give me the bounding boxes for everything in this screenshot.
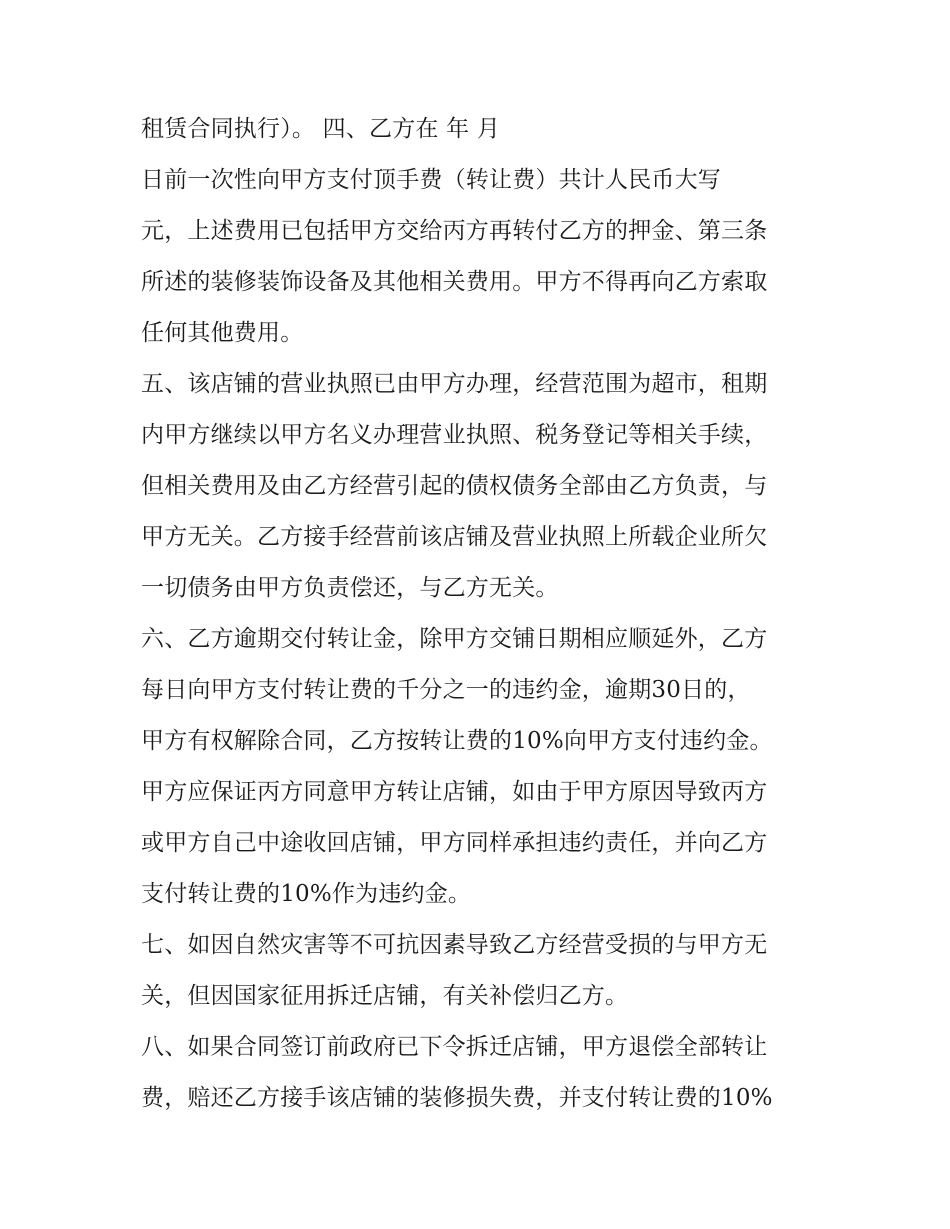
text-line: 租赁合同执行）。 四、乙方在 年 月 (141, 116, 501, 142)
text-line: 内甲方继续以甲方名义办理营业执照、税务登记等相关手续， (141, 422, 768, 448)
text-line: 所述的装修装饰设备及其他相关费用。甲方不得再向乙方索取 (141, 269, 768, 295)
text-line: 八、如果合同签订前政府已下令拆迁店铺，甲方退偿全部转让 (141, 1034, 768, 1060)
text-line: 任何其他费用。 (141, 320, 304, 346)
text-line: 每日向甲方支付转让费的千分之一的违约金，逾期30日的， (141, 677, 751, 703)
text-line: 费，赔还乙方接手该店铺的装修损失费，并支付转让费的10% (141, 1085, 773, 1111)
text-line: 关，但因国家征用拆迁店铺，有关补偿归乙方。 (141, 983, 629, 1009)
text-line: 或甲方自己中途收回店铺，甲方同样承担违约责任，并向乙方 (141, 830, 768, 856)
text-line: 元，上述费用已包括甲方交给丙方再转付乙方的押金、第三条 (141, 218, 768, 244)
text-line: 但相关费用及由乙方经营引起的债权债务全部由乙方负责，与 (141, 473, 768, 499)
text-line: 甲方有权解除合同，乙方按转让费的10%向甲方支付违约金。 (141, 728, 773, 754)
text-line: 支付转让费的10%作为违约金。 (141, 881, 472, 907)
text-line: 甲方应保证丙方同意甲方转让店铺，如由于甲方原因导致丙方 (141, 779, 768, 805)
text-line: 五、该店铺的营业执照已由甲方办理，经营范围为超市，租期 (141, 371, 768, 397)
text-line: 日前一次性向甲方支付顶手费（转让费）共计人民币大写 (141, 167, 721, 193)
text-line: 一切债务由甲方负责偿还，与乙方无关。 (141, 575, 559, 601)
text-line: 七、如因自然灾害等不可抗因素导致乙方经营受损的与甲方无 (141, 932, 768, 958)
text-line: 六、乙方逾期交付转让金，除甲方交铺日期相应顺延外，乙方 (141, 626, 768, 652)
text-line: 甲方无关。乙方接手经营前该店铺及营业执照上所载企业所欠 (141, 524, 768, 550)
